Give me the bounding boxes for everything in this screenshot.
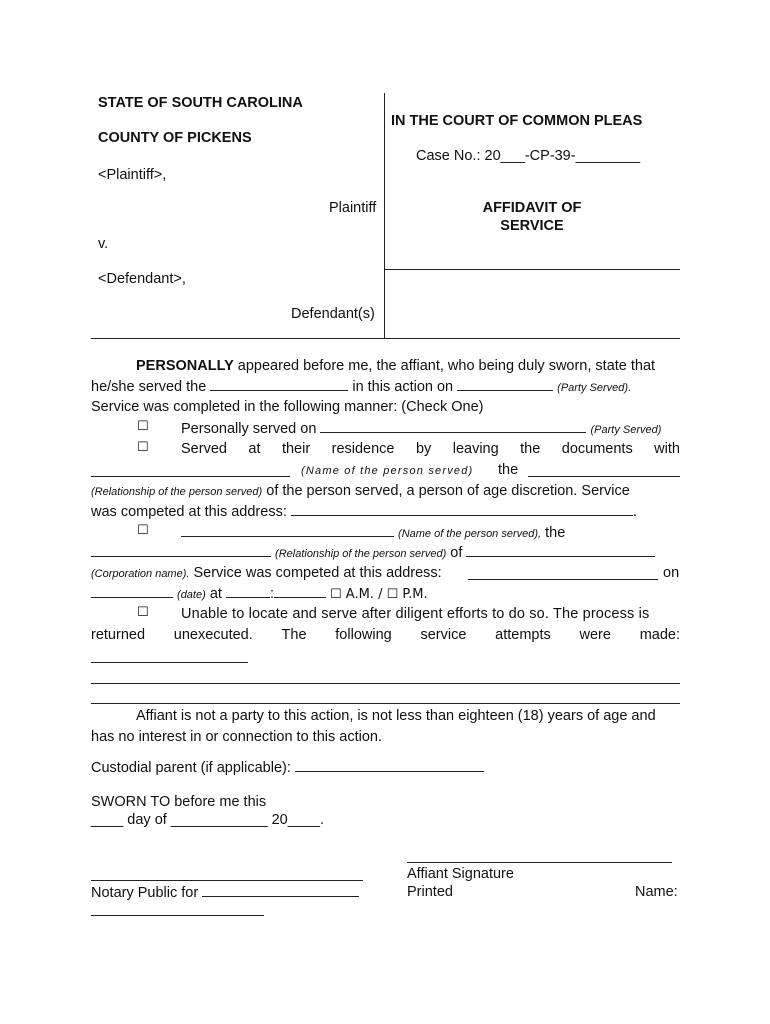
option4-line1 [181, 606, 680, 622]
intro-rest: appeared before me, the affiant, who being duly sworn, state that [233, 358, 656, 374]
hour-field[interactable] [226, 585, 270, 598]
party-served-hint-2: (Party Served) [590, 424, 662, 436]
versus-label: v. [98, 236, 109, 252]
option3-line4 [91, 585, 428, 602]
affiant-statement-1: Affiant is not a party to this action, is not less than eighteen (18) years of age and [136, 708, 656, 724]
name-label: Name: [635, 884, 678, 900]
printed-label: Printed [407, 884, 453, 900]
attempts-field-3[interactable] [91, 703, 680, 704]
served-item-field[interactable] [210, 378, 348, 391]
residence-relationship-field[interactable] [528, 476, 680, 477]
defendant-label: Defendant(s) [291, 306, 375, 322]
option2-line3 [91, 483, 630, 499]
custodial-label: Custodial parent (if applicable): [91, 760, 291, 776]
court-heading: IN THE COURT OF COMMON PLEAS [391, 113, 643, 129]
affiant-signature-line[interactable] [407, 862, 672, 863]
option2-line1 [181, 441, 680, 457]
word: their [281, 441, 311, 457]
corp-address-field[interactable] [468, 579, 658, 580]
residence-address-field[interactable] [291, 503, 633, 516]
affiant-statement-2: has no interest in or connection to this action. [91, 729, 382, 745]
of-label: of [450, 545, 463, 561]
sworn-line: SWORN TO before me this [91, 794, 267, 810]
word: attempts [495, 627, 551, 643]
date-hint: (date) [177, 589, 206, 601]
corp-date-field[interactable] [91, 585, 173, 598]
sworn-day-line: ____ day of ____________ 20____. [91, 812, 325, 828]
checkbox-corporation[interactable]: ☐ [137, 523, 149, 538]
option2-line4 [91, 503, 637, 520]
option1-line [181, 420, 661, 437]
word: Served [181, 441, 227, 457]
personally-bold: PERSONALLY [136, 358, 234, 374]
notary-label: Notary Public for [91, 885, 199, 901]
am-pm-checkboxes[interactable]: ☐ A.M. / ☐ P.M. [330, 587, 428, 602]
age-discretion-text: of the person served, a person of age discretion. Service [266, 483, 630, 499]
word: made: [639, 627, 680, 643]
option3-line3 [91, 565, 442, 581]
served-date-field[interactable] [457, 378, 553, 391]
custodial-line [91, 759, 484, 776]
on-label: on [663, 565, 680, 581]
case-number: Case No.: 20___-CP-39-________ [416, 148, 641, 164]
plaintiff-label: Plaintiff [329, 200, 377, 216]
intro-line-1 [136, 358, 655, 374]
word: The [281, 627, 307, 643]
word: residence [331, 441, 395, 457]
attempts-field-1[interactable] [91, 662, 248, 663]
name-person-hint: (Name of the person served) [301, 465, 474, 477]
at-label: at [209, 586, 222, 602]
document-title-line2: SERVICE [500, 218, 564, 234]
notary-signature-line[interactable] [91, 880, 363, 881]
manner-line: Service was completed in the following manner: (Check One) [91, 399, 484, 415]
caption-right-rule [384, 269, 680, 270]
county-heading: COUNTY OF PICKENS [98, 130, 252, 146]
relationship-hint-2: (Relationship of the person served) [275, 548, 447, 560]
word: following [335, 627, 392, 643]
word: service [420, 627, 467, 643]
name-person-hint-2: (Name of the person served), [398, 528, 542, 540]
checkbox-unable-to-serve[interactable]: ☐ [137, 605, 149, 620]
option3-line2 [91, 544, 655, 561]
affiant-signature-label: Affiant Signature [407, 866, 514, 882]
corp-person-name-field[interactable] [181, 524, 394, 537]
corp-relationship-field[interactable] [91, 544, 271, 557]
notary-line [91, 884, 359, 901]
notary-name-field[interactable] [91, 915, 264, 916]
served-label: he/she served the [91, 379, 207, 395]
intro-line-2 [91, 378, 631, 395]
personally-served-field[interactable] [320, 420, 586, 433]
notary-state-field[interactable] [202, 884, 359, 897]
option4-line2 [91, 627, 680, 643]
word: were [579, 627, 611, 643]
relationship-hint: (Relationship of the person served) [91, 486, 263, 498]
party-served-hint: (Party Served). [557, 382, 632, 394]
word: returned [91, 627, 146, 643]
address-label: was competed at this address: [91, 504, 287, 520]
word: the [520, 441, 541, 457]
the-label-2: the [545, 525, 566, 541]
defendant-name: <Defendant>, [98, 271, 186, 287]
state-heading: STATE OF SOUTH CAROLINA [98, 95, 303, 111]
word: documents [561, 441, 633, 457]
document-title-line1: AFFIDAVIT OF [482, 200, 582, 216]
in-action-label: in this action on [352, 379, 454, 395]
option3-line1 [181, 524, 565, 541]
word: leaving [452, 441, 499, 457]
period: . [632, 504, 637, 520]
attempts-field-2[interactable] [91, 683, 680, 684]
caption-bottom-rule [91, 338, 680, 339]
checkbox-personally-served[interactable]: ☐ [137, 419, 149, 434]
minute-field[interactable] [274, 585, 326, 598]
personally-served-label: Personally served on [181, 421, 317, 437]
word: by [415, 441, 432, 457]
corporation-hint: (Corporation name). [91, 568, 190, 580]
word: with [654, 441, 680, 457]
unable-text: Unable to locate and serve after diligent efforts to do so. The process is [181, 606, 650, 622]
custodial-parent-field[interactable] [295, 759, 484, 772]
word: at [248, 441, 261, 457]
corporation-name-field[interactable] [466, 544, 655, 557]
plaintiff-name: <Plaintiff>, [98, 167, 167, 183]
checkbox-residence[interactable]: ☐ [137, 440, 149, 455]
residence-name-field[interactable] [91, 476, 290, 477]
word: unexecuted. [173, 627, 253, 643]
colon: : [269, 586, 274, 602]
corp-address-label: Service was competed at this address: [193, 565, 442, 581]
the-label: the [498, 462, 519, 478]
